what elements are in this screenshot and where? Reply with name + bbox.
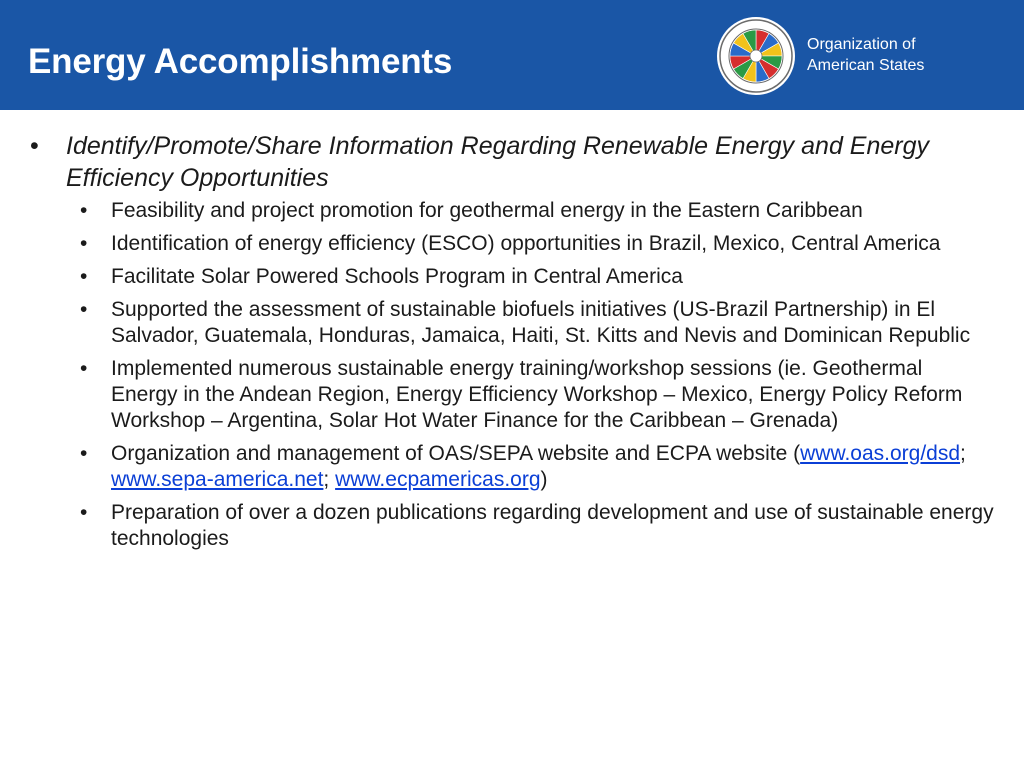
bullet-icon: • <box>80 442 88 465</box>
list-item <box>28 231 994 257</box>
list-item <box>28 297 994 349</box>
link-separator: ; <box>323 468 336 491</box>
list-item-text: Feasibility and project promotion for geothermal energy in the Eastern Caribbean <box>111 199 863 222</box>
bullet-icon: • <box>30 132 39 160</box>
org-name-line2: American States <box>807 57 925 74</box>
oas-dsd-link[interactable]: www.oas.org/dsd <box>800 442 961 465</box>
list-item-text: Preparation of over a dozen publications regarding development and use of sustainable energy technologies <box>111 501 994 550</box>
list-item-text: Identification of energy efficiency (ESCO) opportunities in Brazil, Mexico, Central America <box>111 232 941 255</box>
list-item <box>28 264 994 290</box>
bullet-icon: • <box>80 265 88 288</box>
list-item-text: Facilitate Solar Powered Schools Program in Central America <box>111 265 683 288</box>
sepa-america-link[interactable]: www.sepa-america.net <box>111 468 324 491</box>
list-item <box>28 441 994 493</box>
bullet-icon: • <box>80 199 88 222</box>
list-item-text: Implemented numerous sustainable energy training/workshop sessions (ie. Geothermal Energy in the Andean Region, Energy Efficiency Workshop – Mexico, Energy Policy Reform Workshop – Argentina, Solar Hot Water Finance for the Caribbean – Grenada) <box>111 357 963 432</box>
oas-seal-icon <box>716 16 796 96</box>
list-item <box>28 198 994 224</box>
link-separator: ; <box>960 442 966 465</box>
closing-paren: ) <box>540 468 548 491</box>
slide-title: Energy Accomplishments <box>28 42 453 81</box>
org-name-line1: Organization of <box>807 36 916 53</box>
bullet-icon: • <box>80 232 88 255</box>
organization-name <box>807 34 924 76</box>
bullet-icon: • <box>80 501 88 524</box>
slide-header <box>0 0 1024 110</box>
sub-bullet-list <box>28 198 994 552</box>
list-item-text: Supported the assessment of sustainable biofuels initiatives (US-Brazil Partnership) in El Salvador, Guatemala, Honduras, Jamaica, Haiti, St. Kitts and Nevis and Dominican Republic <box>111 298 971 347</box>
ecpamericas-link[interactable]: www.ecpamericas.org <box>335 468 541 491</box>
list-item <box>28 500 994 552</box>
main-bullet-text: Identify/Promote/Share Information Regarding Renewable Energy and Energy Efficiency Opportunities <box>66 132 930 192</box>
main-bullet-point <box>28 130 994 194</box>
list-item-text: Organization and management of OAS/SEPA website and ECPA website ( <box>111 442 801 465</box>
bullet-icon: • <box>80 357 88 380</box>
bullet-icon: • <box>80 298 88 321</box>
slide-content <box>28 130 994 559</box>
list-item <box>28 356 994 434</box>
